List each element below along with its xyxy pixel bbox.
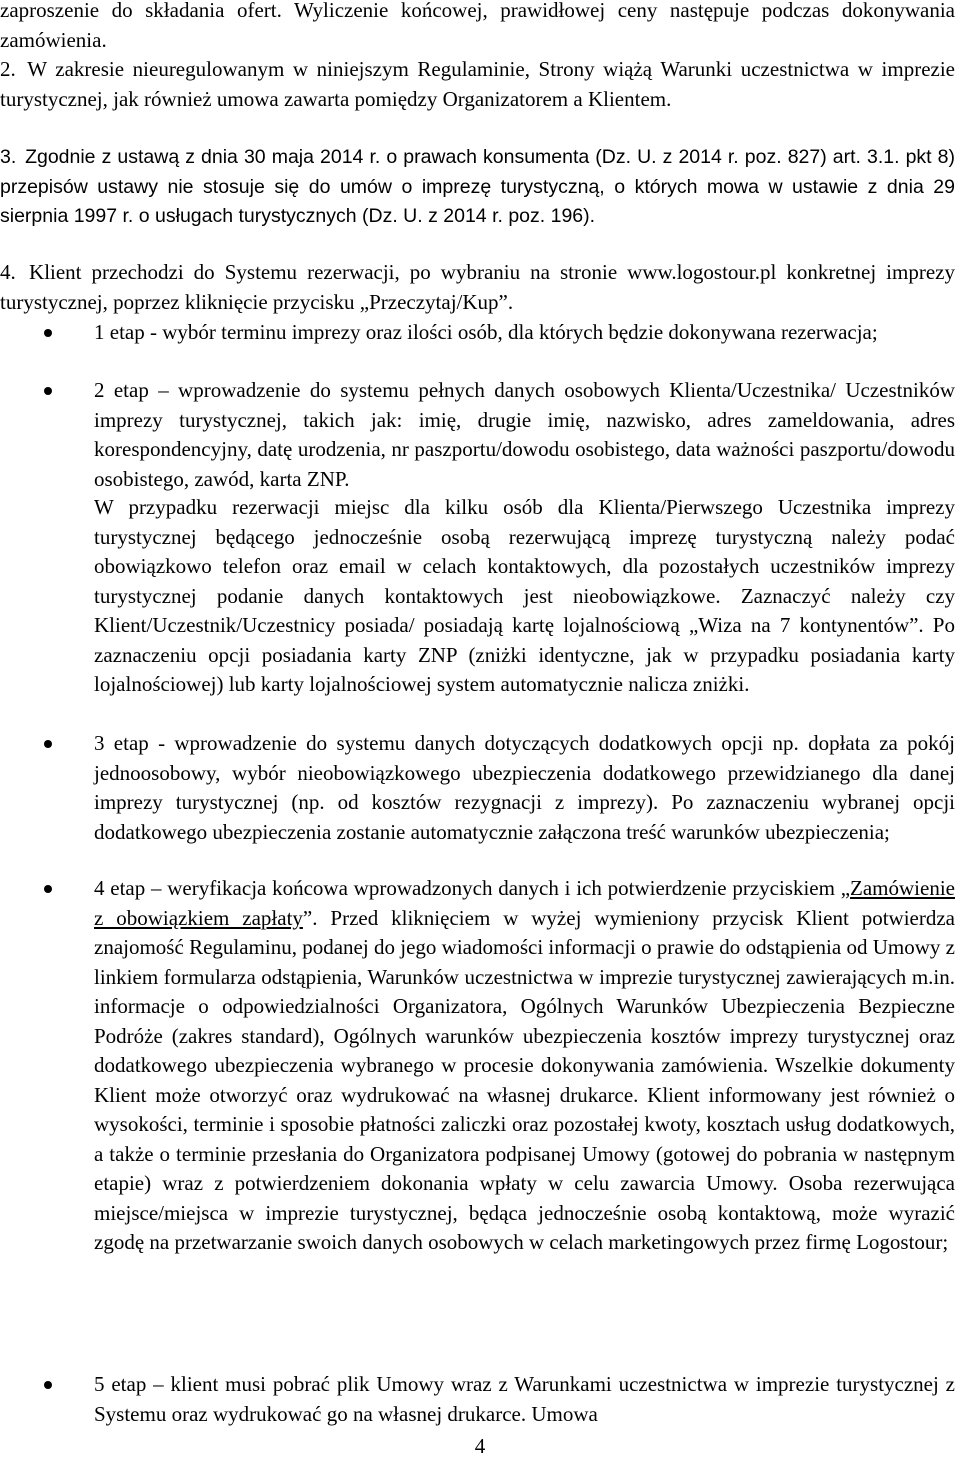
stage-4-text-after: ”. Przed kliknięciem w wyżej wymieniony przycisk Klient potwierdza znajomość Regulaminu, podanej do jego wiadomości informacji o prawie do odstąpienia od Umowy z linkiem formularza odstąpienia, Warunków uczestnictwa w imprezie turystycznej zawierających m.in. informacje o odpowiedzialności Organizatora, Ogólnych Warunków Ubezpieczenia Bezpieczne Podróże (zakres standard), Ogólnych warunków ubezpieczenia kosztów imprezy turystycznej oraz dodatkowego ubezpieczenia wybranego w procesie dokonywania zamówienia. Wszelkie dokumenty Klient może otworzyć oraz wydrukować na własnej drukarce. Klient informowany jest również o wysokości, terminie i sposobie płatności zaliczki oraz pozostałej kwoty, kosztach usług dodatkowych, a także o terminie przesłania do Organizatora podpisanej Umowy (gotowej do pobrania w następnym etapie) wraz z potwierdzeniem dokonania wpłaty w celu zawarcia Umowy. Osoba rezerwująca miejsce/miejsca w imprezie turystycznej, będąca jednocześnie osobą kontaktową, może wyrazić zgodę na przetwarzanie swoich danych osobowych w celach marketingowych przez firmę Logostour; — [94, 905, 955, 1254]
list-item-stage-4 — [94, 874, 955, 1258]
paragraph-4-number: 4. — [0, 260, 16, 284]
intro-paragraph: zaproszenie do składania ofert. Wyliczenie końcowej, prawidłowej ceny następuje podczas dokonywania zamówienia. — [0, 0, 955, 52]
stage-2-text: 2 etap – wprowadzenie do systemu pełnych danych osobowych Klienta/Uczestnika/ Uczestników imprezy turystycznej, takich jak: imię, drugie imię, nazwisko, adres zameldowania, adres korespondencyjny, datę urodzenia, nr paszportu/dowodu osobistego, data ważności paszportu/dowodu osobistego, zawód, karta ZNP. — [94, 378, 955, 491]
stage-1-text: 1 etap - wybór terminu imprezy oraz ilości osób, dla których będzie dokonywana rezerwacja; — [94, 320, 878, 344]
stage-3-text: 3 etap - wprowadzenie do systemu danych dotyczących dodatkowych opcji np. dopłata za pokój jednoosobowy, wybór nieobowiązkowego ubezpieczenia dodatkowego przewidzianego dla danej imprezy turystycznej (np. od kosztów rezygnacji z imprezy). Po zaznaczeniu wybranej opcji dodatkowego ubezpieczenia zostanie automatycznie załączona treść warunków ubezpieczenia; — [94, 731, 955, 844]
stage-5-text: 5 etap – klient musi pobrać plik Umowy wraz z Warunkami uczestnictwa w imprezie turystycznej z Systemu oraz wydrukować go na własnej drukarce. Umowa — [94, 1372, 955, 1426]
bullet-icon — [44, 885, 52, 893]
order-button-reference: Zamówienie z obowiązkiem zapłaty — [94, 876, 955, 930]
bullet-icon — [44, 1381, 52, 1389]
page-number: 4 — [474, 1434, 486, 1458]
list-item-stage-2 — [94, 376, 955, 494]
paragraph-2-text: W zakresie nieuregulowanym w niniejszym Regulaminie, Strony wiążą Warunki uczestnictwa w imprezie turystycznej, jak również umowa zawarta pomiędzy Organizatorem a Klientem. — [0, 57, 956, 111]
list-item-stage-5 — [94, 1370, 955, 1429]
paragraph-3-text: Zgodnie z ustawą z dnia 30 maja 2014 r. o prawach konsumenta (Dz. U. z 2014 r. poz. 827) art. 3.1. pkt 8) przepisów ustawy nie stosuje się do umów o imprezę turystyczną, o których mowa w ustawie z dnia 29 sierpnia 1997 r. o usługach turystycznych (Dz. U. z 2014 r. poz. 196). — [0, 146, 955, 227]
stage-2-continuation: W przypadku rezerwacji miejsc dla kilku osób dla Klienta/Pierwszego Uczestnika imprezy turystycznej będącego jednocześnie osobą rezerwującą imprezę turystyczną należy podać obowiązkowo telefon oraz email w celach kontaktowych, dla pozostałych uczestników imprezy turystycznej podanie danych kontaktowych jest nieobowiązkowe. Zaznaczyć należy czy Klient/Uczestnik/Uczestnicy posiada/ posiadają kartę lojalnościową „Wiza na 7 kontynentów”. Po zaznaczeniu opcji posiadania karty ZNP (zniżki identyczne, jak w przypadku posiadania karty lojalnościowej) lub karty lojalnościowej system automatycznie nalicza zniżki. — [94, 495, 955, 696]
list-item-stage-1 — [94, 318, 955, 348]
paragraph-3 — [0, 143, 955, 232]
stage-4-text-before: 4 etap – weryfikacja końcowa wprowadzonych danych i ich potwierdzenie przyciskiem „ — [94, 876, 851, 900]
bullet-icon — [44, 329, 52, 337]
bullet-icon — [44, 740, 52, 748]
paragraph-4-text: Klient przechodzi do Systemu rezerwacji, po wybraniu na stronie www.logostour.pl konkretnej imprezy turystycznej, poprzez kliknięcie przycisku „Przeczytaj/Kup”. — [0, 260, 955, 314]
paragraph-4 — [0, 258, 955, 317]
paragraph-2 — [0, 55, 955, 114]
paragraph-3-number: 3. — [0, 146, 17, 168]
list-item-stage-3 — [94, 729, 955, 847]
bullet-icon — [44, 387, 52, 395]
paragraph-2-number: 2. — [0, 57, 16, 81]
